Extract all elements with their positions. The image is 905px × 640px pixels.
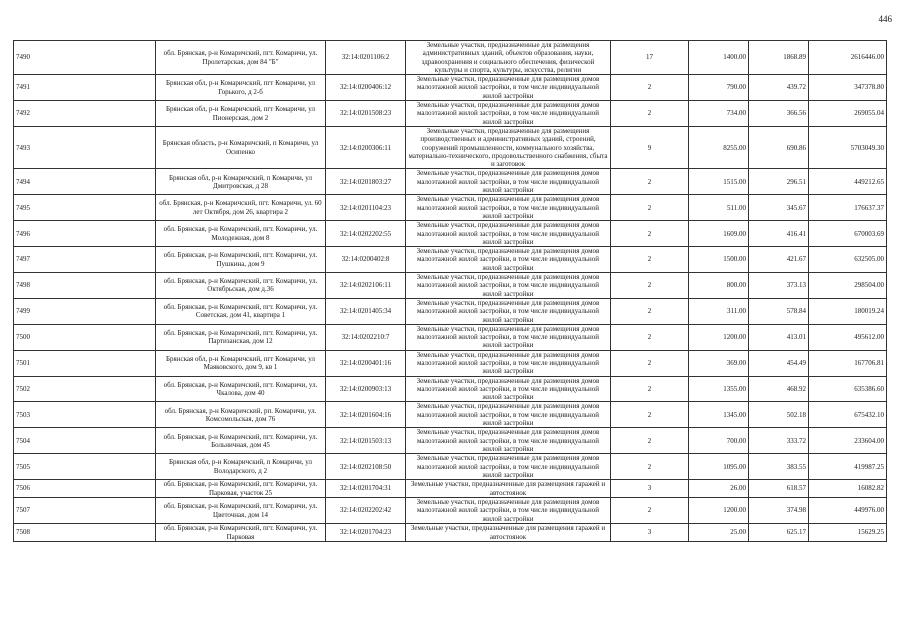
row-group-number: 2 xyxy=(611,75,689,101)
row-specific-value: 373.13 xyxy=(749,273,809,299)
row-group-number: 2 xyxy=(611,195,689,221)
row-group-number: 17 xyxy=(611,41,689,75)
row-address: обл. Брянская, р-н Комаричский, пгт. Комаричи, ул. Чкалова, дом 40 xyxy=(156,376,326,402)
row-cadastral-number: 32:14:0200306:11 xyxy=(326,126,406,168)
row-number: 7494 xyxy=(14,169,156,195)
row-land-use: Земельные участки, предназначенные для размещения домов малоэтажной жилой застройки, в том числе индивидуальной жилой застройки xyxy=(406,454,611,480)
row-group-number: 2 xyxy=(611,454,689,480)
row-group-number: 2 xyxy=(611,273,689,299)
row-specific-value: 690.86 xyxy=(749,126,809,168)
row-number: 7490 xyxy=(14,41,156,75)
row-land-use: Земельные участки, предназначенные для размещения домов малоэтажной жилой застройки, в том числе индивидуальной жилой застройки xyxy=(406,195,611,221)
row-cadastral-value: 670003.69 xyxy=(809,221,887,247)
row-land-use: Земельные участки, предназначенные для размещения домов малоэтажной жилой застройки, в том числе индивидуальной жилой застройки xyxy=(406,376,611,402)
row-area: 511.00 xyxy=(689,195,749,221)
row-cadastral-value: 180019.24 xyxy=(809,298,887,324)
row-cadastral-number: 32:14:0200903:13 xyxy=(326,376,406,402)
row-area: 25.00 xyxy=(689,524,749,542)
row-cadastral-number: 32:14:0201604:16 xyxy=(326,402,406,428)
row-cadastral-number: 32:14:0202106:11 xyxy=(326,273,406,299)
row-number: 7496 xyxy=(14,221,156,247)
row-cadastral-value: 675432.10 xyxy=(809,402,887,428)
row-address: Брянская обл, р-н Комаричский, п Комаричи, ул Дмитровская, д 28 xyxy=(156,169,326,195)
row-number: 7498 xyxy=(14,273,156,299)
row-specific-value: 468.92 xyxy=(749,376,809,402)
row-number: 7504 xyxy=(14,428,156,454)
row-cadastral-number: 32:14:0200406:12 xyxy=(326,75,406,101)
row-cadastral-number: 32:14:0200402:8 xyxy=(326,247,406,273)
row-group-number: 3 xyxy=(611,480,689,498)
land-registry-table xyxy=(13,40,887,542)
row-group-number: 2 xyxy=(611,428,689,454)
row-area: 1355.00 xyxy=(689,376,749,402)
row-group-number: 2 xyxy=(611,221,689,247)
row-cadastral-number: 32:14:0201704:31 xyxy=(326,480,406,498)
row-area: 1515.00 xyxy=(689,169,749,195)
table-row xyxy=(14,376,887,402)
row-cadastral-value: 2616446.00 xyxy=(809,41,887,75)
row-specific-value: 333.72 xyxy=(749,428,809,454)
row-group-number: 3 xyxy=(611,524,689,542)
row-address: обл. Брянская, р-н Комаричский, пгт. Комаричи, ул. Парковая, участок 25 xyxy=(156,480,326,498)
row-cadastral-number: 32:14:0201704:23 xyxy=(326,524,406,542)
row-number: 7495 xyxy=(14,195,156,221)
row-group-number: 2 xyxy=(611,324,689,350)
row-group-number: 2 xyxy=(611,498,689,524)
row-specific-value: 413.01 xyxy=(749,324,809,350)
table-row xyxy=(14,75,887,101)
row-area: 369.00 xyxy=(689,350,749,376)
row-number: 7503 xyxy=(14,402,156,428)
row-cadastral-value: 15629.25 xyxy=(809,524,887,542)
row-area: 734.00 xyxy=(689,101,749,127)
table-row xyxy=(14,273,887,299)
row-area: 790.00 xyxy=(689,75,749,101)
row-specific-value: 502.18 xyxy=(749,402,809,428)
row-address: обл. Брянская, р-н Комаричский, пгт. Комаричи, ул. Партизанская, дом 12 xyxy=(156,324,326,350)
row-number: 7502 xyxy=(14,376,156,402)
table-row xyxy=(14,195,887,221)
row-address: Брянская обл, р-н Комаричский, пгт Комаричи, ул Пионерская, дом 2 xyxy=(156,101,326,127)
table-row xyxy=(14,221,887,247)
table-row xyxy=(14,524,887,542)
table-row xyxy=(14,126,887,168)
row-land-use: Земельные участки, предназначенные для размещения домов малоэтажной жилой застройки, в том числе индивидуальной жилой застройки xyxy=(406,169,611,195)
row-group-number: 2 xyxy=(611,101,689,127)
row-land-use: Земельные участки, предназначенные для размещения производственных и административных зданий, строений, сооружений промышленности, коммунального хозяйства, материально-технического, продовольственного снабжения, сбыта и заготовок xyxy=(406,126,611,168)
row-address: Брянская обл, р-н Комаричский, пгт Комаричи, ул Маяковского, дом 9, кв 1 xyxy=(156,350,326,376)
row-area: 1500.00 xyxy=(689,247,749,273)
row-number: 7507 xyxy=(14,498,156,524)
row-cadastral-number: 32:14:0200401:16 xyxy=(326,350,406,376)
row-address: Брянская обл, р-н Комаричский, пгт Комаричи, ул Горького, д 2-б xyxy=(156,75,326,101)
row-cadastral-number: 32:14:0202210:7 xyxy=(326,324,406,350)
table-row xyxy=(14,41,887,75)
row-cadastral-number: 32:14:0202108:50 xyxy=(326,454,406,480)
row-address: обл. Брянская, р-н Комаричский, пгт. Комаричи, ул. 60 лет Октября, дом 26, квартира 2 xyxy=(156,195,326,221)
row-area: 311.00 xyxy=(689,298,749,324)
row-number: 7506 xyxy=(14,480,156,498)
row-cadastral-number: 32:14:0201503:13 xyxy=(326,428,406,454)
table-row xyxy=(14,350,887,376)
table-body xyxy=(14,41,887,542)
table-row xyxy=(14,454,887,480)
row-specific-value: 578.84 xyxy=(749,298,809,324)
row-specific-value: 625.17 xyxy=(749,524,809,542)
table-row xyxy=(14,101,887,127)
row-specific-value: 1868.89 xyxy=(749,41,809,75)
row-cadastral-number: 32:14:0202202:55 xyxy=(326,221,406,247)
row-land-use: Земельные участки, предназначенные для размещения домов малоэтажной жилой застройки, в том числе индивидуальной жилой застройки xyxy=(406,75,611,101)
row-area: 1400.00 xyxy=(689,41,749,75)
row-land-use: Земельные участки, предназначенные для размещения гаражей и автостоянок xyxy=(406,480,611,498)
row-land-use: Земельные участки, предназначенные для размещения гаражей и автостоянок xyxy=(406,524,611,542)
row-area: 1200.00 xyxy=(689,498,749,524)
row-cadastral-value: 449212.65 xyxy=(809,169,887,195)
row-group-number: 2 xyxy=(611,169,689,195)
row-area: 800.00 xyxy=(689,273,749,299)
row-cadastral-value: 298504.00 xyxy=(809,273,887,299)
table-row xyxy=(14,324,887,350)
row-cadastral-value: 269055.04 xyxy=(809,101,887,127)
row-land-use: Земельные участки, предназначенные для размещения домов малоэтажной жилой застройки, в том числе индивидуальной жилой застройки xyxy=(406,350,611,376)
row-cadastral-value: 632505.00 xyxy=(809,247,887,273)
row-cadastral-number: 32:14:0201104:23 xyxy=(326,195,406,221)
row-cadastral-number: 32:14:0201803:27 xyxy=(326,169,406,195)
row-land-use: Земельные участки, предназначенные для размещения домов малоэтажной жилой застройки, в том числе индивидуальной жилой застройки xyxy=(406,221,611,247)
row-cadastral-value: 347378.80 xyxy=(809,75,887,101)
row-land-use: Земельные участки, предназначенные для размещения домов малоэтажной жилой застройки, в том числе индивидуальной жилой застройки xyxy=(406,273,611,299)
row-specific-value: 439.72 xyxy=(749,75,809,101)
row-number: 7505 xyxy=(14,454,156,480)
row-cadastral-value: 495612.00 xyxy=(809,324,887,350)
row-number: 7501 xyxy=(14,350,156,376)
row-group-number: 2 xyxy=(611,350,689,376)
row-cadastral-value: 419987.25 xyxy=(809,454,887,480)
row-address: обл. Брянская, р-н Комаричский, пгт. Комаричи, ул. Советская, дом 41, квартира 1 xyxy=(156,298,326,324)
table-row xyxy=(14,480,887,498)
row-cadastral-number: 32:14:0202202:42 xyxy=(326,498,406,524)
row-area: 700.00 xyxy=(689,428,749,454)
row-group-number: 2 xyxy=(611,402,689,428)
row-address: обл. Брянская, р-н Комаричский, пгт. Комаричи, ул. Пролетарская, дом 84 "Б" xyxy=(156,41,326,75)
row-land-use: Земельные участки, предназначенные для размещения домов малоэтажной жилой застройки, в том числе индивидуальной жилой застройки xyxy=(406,498,611,524)
row-address: обл. Брянская, р-н Комаричский, рп. Комаричи, ул. Комсомольская, дом 76 xyxy=(156,402,326,428)
row-address: Брянская обл, р-н Комаричский, п Комаричи, ул Володарского, д 2 xyxy=(156,454,326,480)
table-row xyxy=(14,402,887,428)
row-number: 7508 xyxy=(14,524,156,542)
row-land-use: Земельные участки, предназначенные для размещения домов малоэтажной жилой застройки, в том числе индивидуальной жилой застройки xyxy=(406,298,611,324)
row-group-number: 2 xyxy=(611,247,689,273)
row-address: обл. Брянская, р-н Комаричский, пгт. Комаричи, ул. Парковая xyxy=(156,524,326,542)
row-area: 8255.00 xyxy=(689,126,749,168)
table-row xyxy=(14,498,887,524)
row-cadastral-value: 167706.81 xyxy=(809,350,887,376)
row-address: обл. Брянская, р-н Комаричский, пгт. Комаричи, ул. Молодежная, дом 8 xyxy=(156,221,326,247)
row-number: 7499 xyxy=(14,298,156,324)
row-cadastral-number: 32:14:0201106:2 xyxy=(326,41,406,75)
row-number: 7492 xyxy=(14,101,156,127)
page-number: 446 xyxy=(878,14,892,24)
table-row xyxy=(14,428,887,454)
row-land-use: Земельные участки, предназначенные для размещения домов малоэтажной жилой застройки, в том числе индивидуальной жилой застройки xyxy=(406,247,611,273)
table-row xyxy=(14,247,887,273)
row-address: обл. Брянская, р-н Комаричский, пгт. Комаричи, ул. Больничная, дом 45 xyxy=(156,428,326,454)
row-specific-value: 366.56 xyxy=(749,101,809,127)
row-specific-value: 416.41 xyxy=(749,221,809,247)
row-land-use: Земельные участки, предназначенные для размещения домов малоэтажной жилой застройки, в том числе индивидуальной жилой застройки xyxy=(406,324,611,350)
row-address: обл. Брянская, р-н Комаричский, пгт. Комаричи, ул. Пушкина, дом 9 xyxy=(156,247,326,273)
row-specific-value: 454.49 xyxy=(749,350,809,376)
row-cadastral-number: 32:14:0201508:23 xyxy=(326,101,406,127)
row-number: 7493 xyxy=(14,126,156,168)
row-specific-value: 383.55 xyxy=(749,454,809,480)
row-number: 7497 xyxy=(14,247,156,273)
row-area: 1200.00 xyxy=(689,324,749,350)
row-cadastral-number: 32:14:0201405:34 xyxy=(326,298,406,324)
row-area: 26.00 xyxy=(689,480,749,498)
row-area: 1095.00 xyxy=(689,454,749,480)
row-specific-value: 345.67 xyxy=(749,195,809,221)
row-address: обл. Брянская, р-н Комаричский, пгт. Комаричи, ул. Октябрьская, дом д.36 xyxy=(156,273,326,299)
row-group-number: 2 xyxy=(611,376,689,402)
row-specific-value: 618.57 xyxy=(749,480,809,498)
row-cadastral-value: 16082.82 xyxy=(809,480,887,498)
row-group-number: 2 xyxy=(611,298,689,324)
table-row xyxy=(14,169,887,195)
row-area: 1345.00 xyxy=(689,402,749,428)
row-area: 1609.00 xyxy=(689,221,749,247)
row-land-use: Земельные участки, предназначенные для размещения административных зданий, объектов образования, науки, здравоохранения и социального обеспечения, физической культуры и спорта, культуры, искусства, религии xyxy=(406,41,611,75)
row-specific-value: 296.51 xyxy=(749,169,809,195)
row-land-use: Земельные участки, предназначенные для размещения домов малоэтажной жилой застройки, в том числе индивидуальной жилой застройки xyxy=(406,428,611,454)
table-row xyxy=(14,298,887,324)
row-cadastral-value: 176637.37 xyxy=(809,195,887,221)
row-land-use: Земельные участки, предназначенные для размещения домов малоэтажной жилой застройки, в том числе индивидуальной жилой застройки xyxy=(406,402,611,428)
row-number: 7500 xyxy=(14,324,156,350)
row-group-number: 9 xyxy=(611,126,689,168)
row-cadastral-value: 5703049.30 xyxy=(809,126,887,168)
row-land-use: Земельные участки, предназначенные для размещения домов малоэтажной жилой застройки, в том числе индивидуальной жилой застройки xyxy=(406,101,611,127)
row-specific-value: 374.98 xyxy=(749,498,809,524)
row-number: 7491 xyxy=(14,75,156,101)
row-cadastral-value: 635386.60 xyxy=(809,376,887,402)
row-specific-value: 421.67 xyxy=(749,247,809,273)
row-cadastral-value: 233604.00 xyxy=(809,428,887,454)
row-address: Брянская область, р-н Комаричский, п Комаричи, ул Осипенко xyxy=(156,126,326,168)
row-cadastral-value: 449976.00 xyxy=(809,498,887,524)
row-address: обл. Брянская, р-н Комаричский, пгт. Комаричи, ул. Цветочная, дом 14 xyxy=(156,498,326,524)
